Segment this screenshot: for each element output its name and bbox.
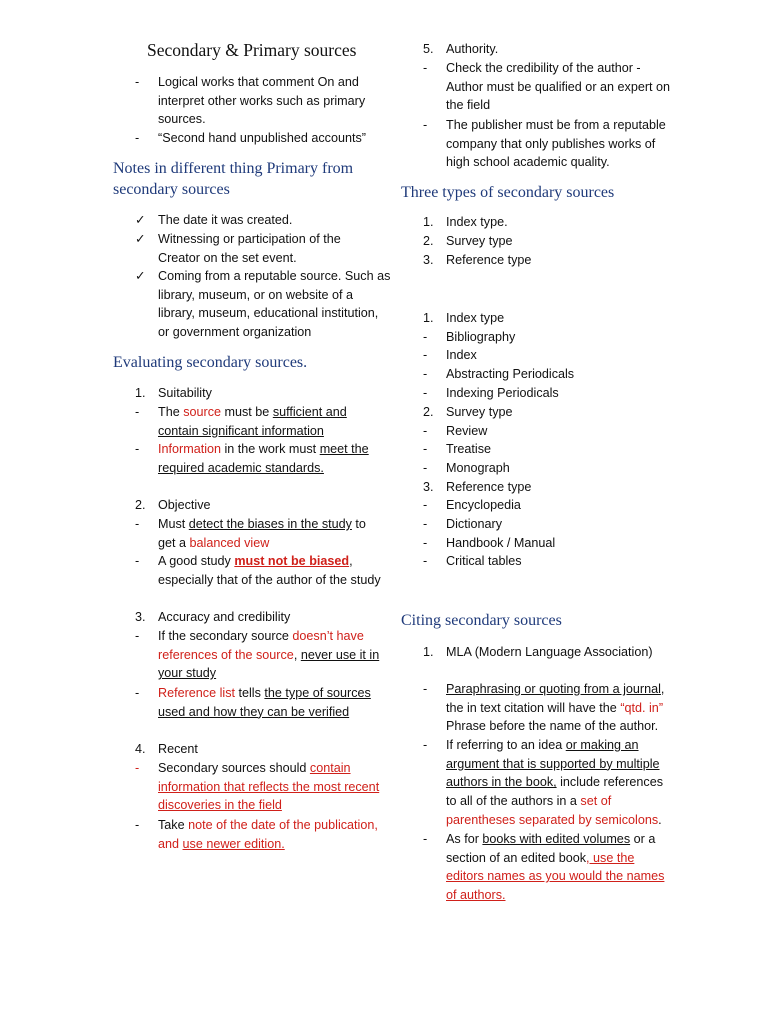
list-marker: - xyxy=(135,75,140,89)
list-marker: - xyxy=(423,424,428,438)
list-marker: - xyxy=(423,498,428,512)
list-marker: - xyxy=(423,367,428,381)
list-marker: - xyxy=(423,118,428,132)
list-marker: - xyxy=(135,686,140,700)
list-item-text: Dictionary xyxy=(446,517,502,531)
list-item-text: As for books with edited volumes or a section of an edited book, use the editors names as you would the names of authors. xyxy=(446,832,665,903)
list-item-text: Recent xyxy=(158,742,198,756)
list-item-text: Reference list tells the type of sources used and how they can be verified xyxy=(158,686,371,719)
list-marker: 4. xyxy=(135,742,146,756)
list-marker: 1. xyxy=(423,645,434,659)
page-title: Secondary & Primary sources xyxy=(147,40,357,60)
list-marker: - xyxy=(135,405,140,419)
list-item-text: The source must be sufficient and contain significant information xyxy=(158,405,347,438)
list-item-text: Encyclopedia xyxy=(446,498,521,512)
list-marker: 3. xyxy=(135,610,146,624)
list-item-text: Coming from a reputable source. Such as library, museum, or on website of a library, museum, educational institution, or government organization xyxy=(158,269,391,340)
list-item-text: If referring to an idea or making an argument that is supported by multiple authors in the book, include references to all of the authors in a set of parentheses separated by semicolons. xyxy=(446,738,664,827)
list-marker: - xyxy=(423,61,428,75)
list-marker: 3. xyxy=(423,253,434,267)
list-item-text: Secondary sources should contain information that reflects the most recent discoveries in the field xyxy=(158,761,380,813)
list-item-text: Survey type xyxy=(446,234,513,248)
list-marker: - xyxy=(423,442,428,456)
list-item-text: Witnessing or participation of the Creator on the set event. xyxy=(158,232,341,265)
list-marker: - xyxy=(135,554,140,568)
list-item-text: A good study must not be biased, especially that of the author of the study xyxy=(158,554,381,587)
list-marker: 2. xyxy=(135,498,146,512)
list-marker: - xyxy=(423,536,428,550)
checkmark-icon: ✓ xyxy=(135,213,146,227)
list-item-text: Review xyxy=(446,424,488,438)
list-item-text: The publisher must be from a reputable company that only publishes works of high school academic quality. xyxy=(446,118,666,170)
list-marker: - xyxy=(423,330,428,344)
list-marker: 5. xyxy=(423,42,434,56)
list-marker: 1. xyxy=(423,311,434,325)
list-item-text: Indexing Periodicals xyxy=(446,386,559,400)
list-item-text: The date it was created. xyxy=(158,213,293,227)
list-item-text: If the secondary source doesn’t have references of the source, never use it in your study xyxy=(158,629,380,681)
list-item-text: Index xyxy=(446,348,477,362)
list-marker: - xyxy=(423,386,428,400)
list-item-text: Index type. xyxy=(446,215,508,229)
list-item-text: Reference type xyxy=(446,480,532,494)
list-item-text: Survey type xyxy=(446,405,513,419)
list-marker: 2. xyxy=(423,234,434,248)
list-item-text: Check the credibility of the author - Author must be qualified or an expert on the field xyxy=(446,61,671,113)
list-marker: - xyxy=(423,554,428,568)
list-marker: - xyxy=(423,461,428,475)
list-marker: 2. xyxy=(423,405,434,419)
list-marker: - xyxy=(135,517,140,531)
three-types-heading: Three types of secondary sources xyxy=(401,184,615,201)
list-marker: - xyxy=(135,818,140,832)
evaluating-heading: Evaluating secondary sources. xyxy=(113,354,308,371)
list-item-text: Paraphrasing or quoting from a journal, the in text citation will have the “qtd. in” Phrase before the name of the author. xyxy=(446,682,665,734)
list-item-text: Information in the work must meet the required academic standards. xyxy=(158,442,369,475)
checkmark-icon: ✓ xyxy=(135,232,146,246)
list-marker: - xyxy=(135,761,140,775)
notes-heading: Notes in different thing Primary from secondary sources xyxy=(113,160,354,198)
list-item-text: Abstracting Periodicals xyxy=(446,367,575,381)
list-marker: - xyxy=(135,442,140,456)
list-marker: - xyxy=(423,738,428,752)
list-marker: 3. xyxy=(423,480,434,494)
list-marker: 1. xyxy=(423,215,434,229)
list-item-text: Accuracy and credibility xyxy=(158,610,291,624)
list-item-text: Take note of the date of the publication, and use newer edition. xyxy=(158,818,378,851)
list-item-text: Treatise xyxy=(446,442,492,456)
list-marker: 1. xyxy=(135,386,146,400)
list-item-text: Authority. xyxy=(446,42,499,56)
list-marker: - xyxy=(135,629,140,643)
list-item-text: Handbook / Manual xyxy=(446,536,556,550)
list-marker: - xyxy=(135,131,140,145)
list-marker: - xyxy=(423,832,428,846)
list-item-text: Suitability xyxy=(158,386,212,400)
list-item-text: Objective xyxy=(158,498,211,512)
list-item-text: Bibliography xyxy=(446,330,516,344)
checkmark-icon: ✓ xyxy=(135,269,146,283)
list-marker: - xyxy=(423,348,428,362)
list-item-text: Critical tables xyxy=(446,554,522,568)
list-item-text: Index type xyxy=(446,311,505,325)
list-item-text: Logical works that comment On and interpret other works such as primary sources. xyxy=(158,75,366,127)
list-item-text: Must detect the biases in the study to get a balanced view xyxy=(158,517,366,550)
list-item-text: “Second hand unpublished accounts” xyxy=(158,131,366,145)
list-item-text: Reference type xyxy=(446,253,532,267)
list-marker: - xyxy=(423,517,428,531)
list-item-text: MLA (Modern Language Association) xyxy=(446,645,653,659)
citing-heading: Citing secondary sources xyxy=(401,612,562,629)
list-marker: - xyxy=(423,682,428,696)
list-item-text: Monograph xyxy=(446,461,510,475)
